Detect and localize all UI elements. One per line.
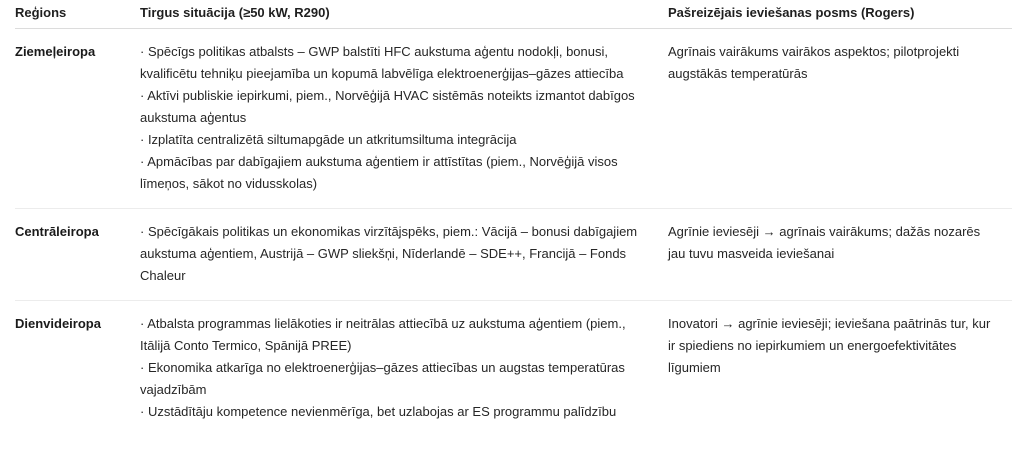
situation-bullet: · Apmācības par dabīgajiem aukstuma aģentiem ir attīstītas (piem., Norvēģijā visos līmeņos, sākot no vidusskolas) [140, 154, 618, 191]
stage-cell: Agrīnie ieviesēji → agrīnais vairākums; dažās nozarēs jau tuvu masveida ieviešanai [668, 209, 1012, 301]
situation-cell [140, 29, 668, 209]
region-cell: Centrāleiropa [15, 209, 140, 301]
situation-bullet: · Uzstādītāju kompetence nevienmērīga, bet uzlabojas ar ES programmu palīdzību [140, 404, 617, 419]
header-adoption-stage: Pašreizējais ieviešanas posms (Rogers) [668, 0, 1012, 29]
table-header [15, 0, 1012, 29]
region-cell: Ziemeļeiropa [15, 29, 140, 209]
market-table-container [15, 0, 1012, 436]
stage-cell: Agrīnais vairākums vairākos aspektos; pilotprojekti augstākās temperatūrās [668, 29, 1012, 209]
table-row [15, 29, 1012, 209]
situation-bullet: · Izplatīta centralizētā siltumapgāde un atkritumsiltuma integrācija [140, 132, 517, 147]
situation-bullet: · Spēcīgs politikas atbalsts – GWP balstīti HFC aukstuma aģentu nodokļi, bonusi, kvalificētu tehniķu pieejamība un kopumā labvēlīga elektroenerģijas–gāzes attiecība [140, 44, 624, 81]
region-cell: Dienvideiropa [15, 316, 101, 331]
situation-bullet: · Ekonomika atkarīga no elektroenerģijas–gāzes attiecības un augstas temperatūras vajadzībām [140, 360, 625, 397]
table-row [15, 301, 1012, 437]
header-row [15, 0, 1012, 29]
stage-cell: Inovatori → agrīnie ieviesēji; ieviešana paātrinās tur, kur ir spiediens no iepirkumiem un energoefektivitātes līgumiem [668, 316, 991, 375]
header-region: Reģions [15, 0, 140, 29]
situation-bullet: · Spēcīgākais politikas un ekonomikas virzītājspēks, piem.: Vācijā – bonusi dabīgajiem aukstuma aģentiem, Austrijā – GWP sliekšņi, Nīderlandē – SDE++, Francijā – Fonds Chaleur [140, 224, 638, 283]
situation-bullet: · Atbalsta programmas lielākoties ir neitrālas attiecībā uz aukstuma aģentiem (piem., Itālijā Conto Termico, Spānijā PREE) [140, 316, 626, 353]
market-table [15, 0, 1012, 436]
table-body [15, 29, 1012, 437]
situation-cell [140, 209, 668, 301]
situation-cell [140, 301, 668, 437]
header-market-situation: Tirgus situācija (≥50 kW, R290) [140, 0, 668, 29]
situation-bullet: · Aktīvi publiskie iepirkumi, piem., Norvēģijā HVAC sistēmās noteikts izmantot dabīgos aukstuma aģentus [140, 88, 635, 125]
table-row [15, 209, 1012, 301]
